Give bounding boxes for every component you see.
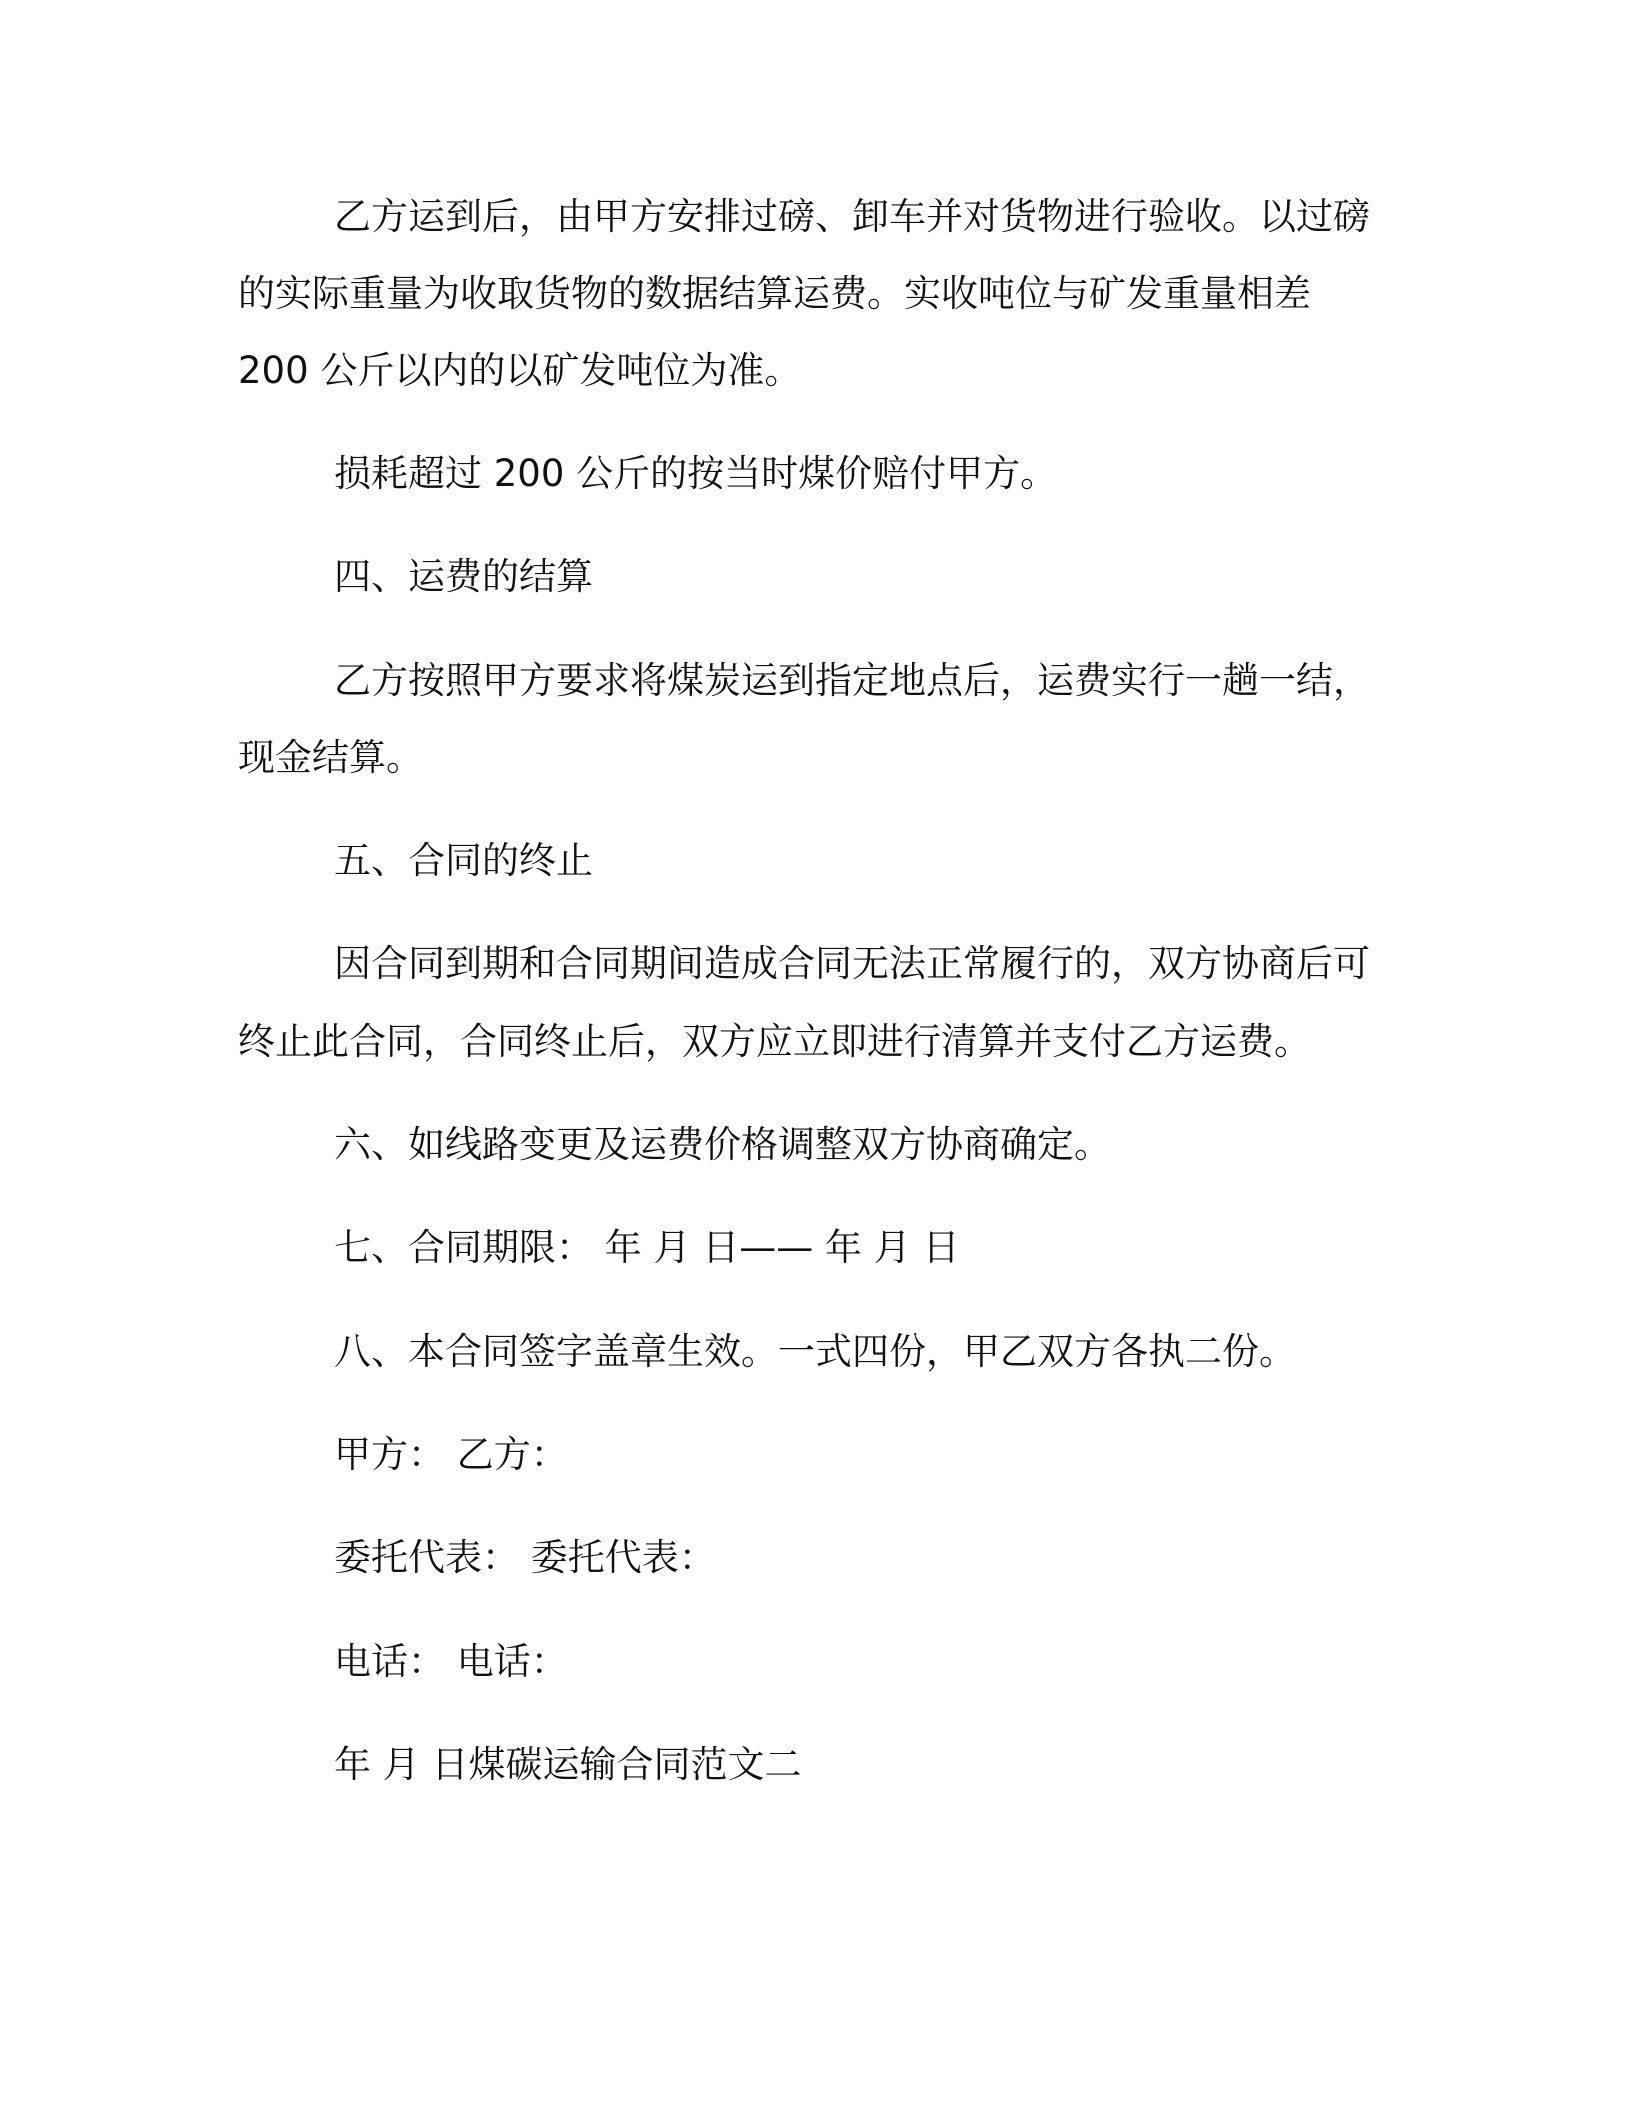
section-heading-freight-settlement: 四、运费的结算 [334,555,593,598]
paragraph-acceptance-line-3: 200 公斤以内的以矿发吨位为准。 [238,349,802,392]
signature-phones: 电话： 电话： [334,1640,568,1683]
paragraph-acceptance-line-1: 乙方运到后，由甲方安排过磅、卸车并对货物进行验收。以过磅 [334,195,1370,238]
signature-representatives: 委托代表： 委托代表： [334,1536,716,1579]
paragraph-termination-line-1: 因合同到期和合同期间造成合同无法正常履行的，双方协商后可 [334,942,1370,985]
signature-parties: 甲方： 乙方： [334,1433,568,1476]
paragraph-settlement-line-1: 乙方按照甲方要求将煤炭运到指定地点后，运费实行一趟一结， [334,659,1370,702]
paragraph-termination-line-2: 终止此合同，合同终止后，双方应立即进行清算并支付乙方运费。 [238,1020,1311,1063]
closing-date-and-title: 年 月 日煤碳运输合同范文二 [334,1743,802,1786]
paragraph-acceptance-line-2: 的实际重量为收取货物的数据结算运费。实收吨位与矿发重量相差 [238,272,1311,315]
clause-contract-term: 七、合同期限： 年 月 日—— 年 月 日 [334,1226,960,1269]
clause-signature-effect: 八、本合同签字盖章生效。一式四份，甲乙双方各执二份。 [334,1330,1296,1373]
clause-route-change: 六、如线路变更及运费价格调整双方协商确定。 [334,1123,1111,1166]
paragraph-loss-compensation: 损耗超过 200 公斤的按当时煤价赔付甲方。 [334,452,1058,495]
section-heading-termination: 五、合同的终止 [334,839,593,882]
paragraph-settlement-line-2: 现金结算。 [238,736,423,779]
